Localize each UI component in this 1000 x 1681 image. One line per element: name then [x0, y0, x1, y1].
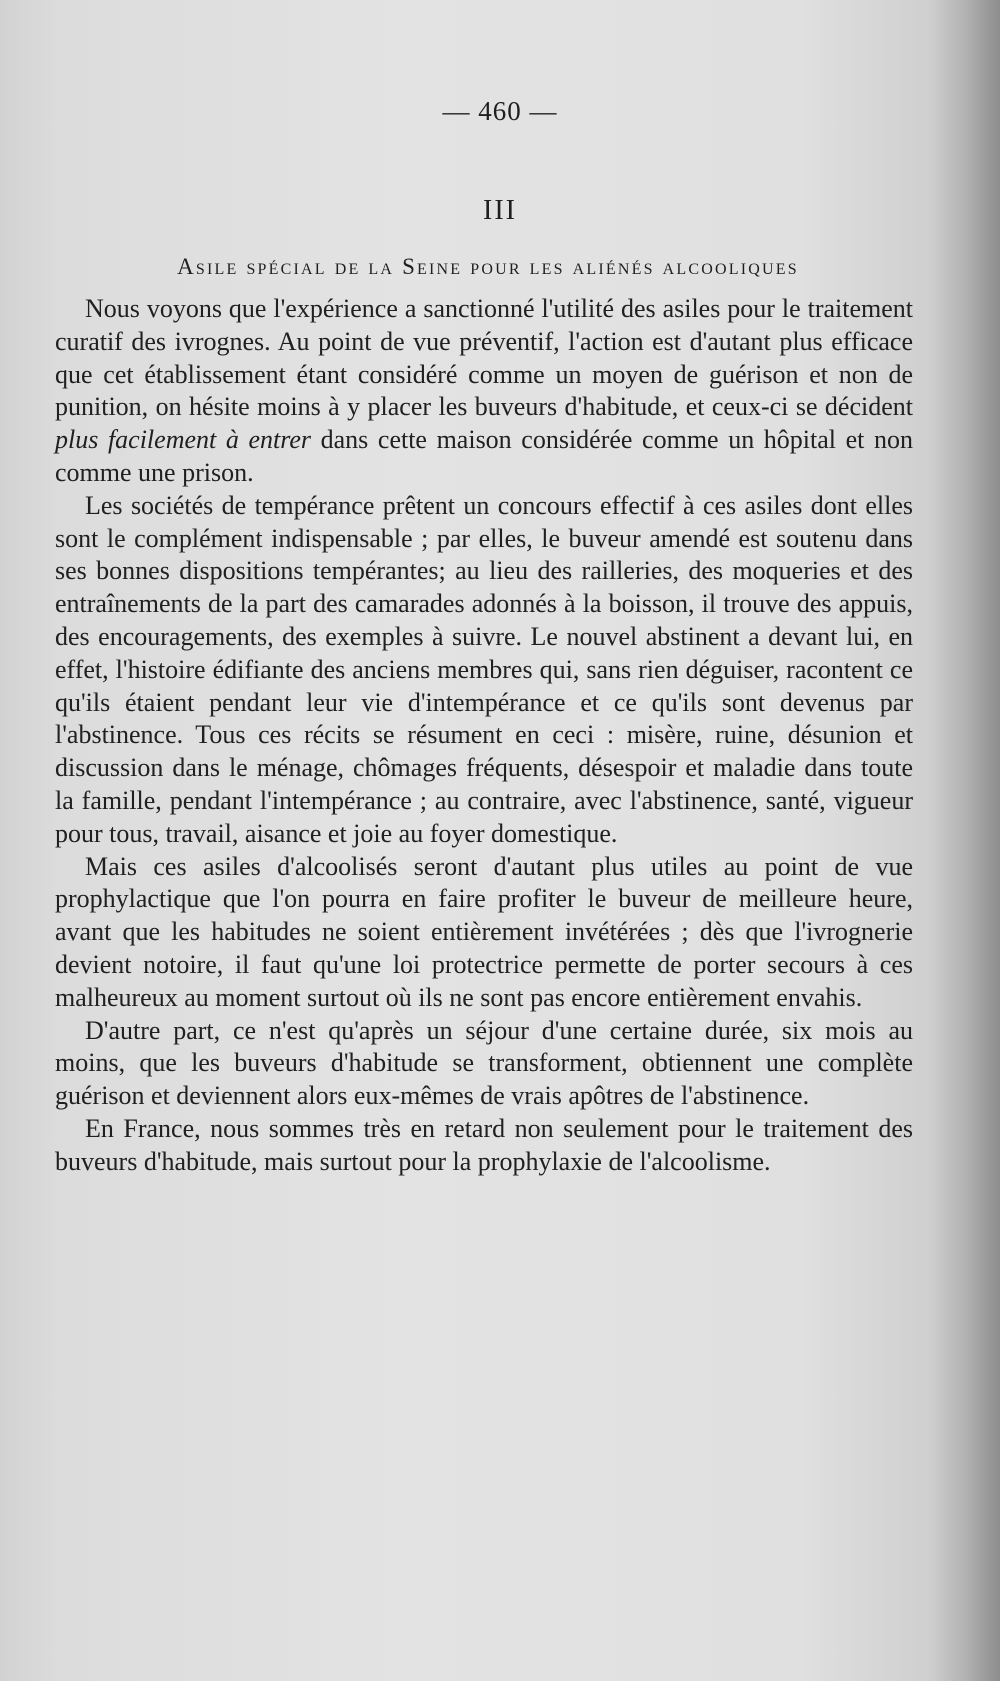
page-number: — 460 — [442, 96, 558, 126]
paragraph-1-text-after: dans cette maison considérée comme un hôpital et non comme une prison. [55, 425, 913, 487]
paragraph-1-italic-phrase: plus facilement à entrer [55, 425, 312, 455]
body-text [55, 293, 913, 1179]
paragraph-2: Les sociétés de tempérance prêtent un concours effectif à ces asiles dont elles sont le complément indispensable ; par elles, le buveur amendé est soutenu dans ses bonnes dispositions tempérantes; au lieu des railleries, des moqueries et des entraînements de la part des camarades adonnés à la boisson, il trouve des appuis, des encouragements, des exemples à suivre. Le nouvel abstinent a devant lui, en effet, l'histoire édifiante des anciens membres qui, sans rien déguiser, racontent ce qu'ils étaient pendant leur vie d'intempérance et ce qu'ils sont devenus par l'abstinence. Tous ces récits se résument en ceci : misère, ruine, désunion et discussion dans le ménage, chômages fréquents, désespoir et maladie dans toute la famille, pendant l'intempérance ; au contraire, avec l'abstinence, santé, vigueur pour tous, travail, aisance et joie au foyer domestique. [55, 490, 913, 848]
paragraph-5: En France, nous sommes très en retard non seulement pour le traitement des buveurs d'habitude, mais surtout pour la prophylaxie de l'alcoolisme. [55, 1113, 913, 1176]
paragraph-1-text-before: Nous voyons que l'expérience a sanctionné l'utilité des asiles pour le traitement curatif des ivrognes. Au point de vue préventif, l'action est d'autant plus efficace que cet établissement étant considéré comme un moyen de guérison et non de punition, on hésite moins à y placer les buveurs d'habitude, et ceux-ci se décident [55, 294, 913, 422]
paragraph-4: D'autre part, ce n'est qu'après un séjour d'une certaine durée, six mois au moins, que les buveurs d'habitude se transforment, obtiennent une complète guérison et deviennent alors eux-mêmes de vrais apôtres de l'abstinence. [55, 1015, 913, 1111]
section-number: III [483, 195, 517, 226]
paragraph-1 [55, 293, 913, 490]
binding-shadow [930, 0, 1000, 1681]
section-title: Asile spécial de la Seine pour les aliénés alcooliques [177, 254, 799, 279]
paragraph-3: Mais ces asiles d'alcoolisés seront d'autant plus utiles au point de vue prophylactique que l'on pourra en faire profiter le buveur de meilleure heure, avant que les habitudes ne soient entièrement invétérées ; dès que l'ivrognerie devient notoire, il faut qu'une loi protectrice permette de porter secours à ces malheureux au moment surtout où ils ne sont pas encore entièrement envahis. [55, 851, 913, 1012]
